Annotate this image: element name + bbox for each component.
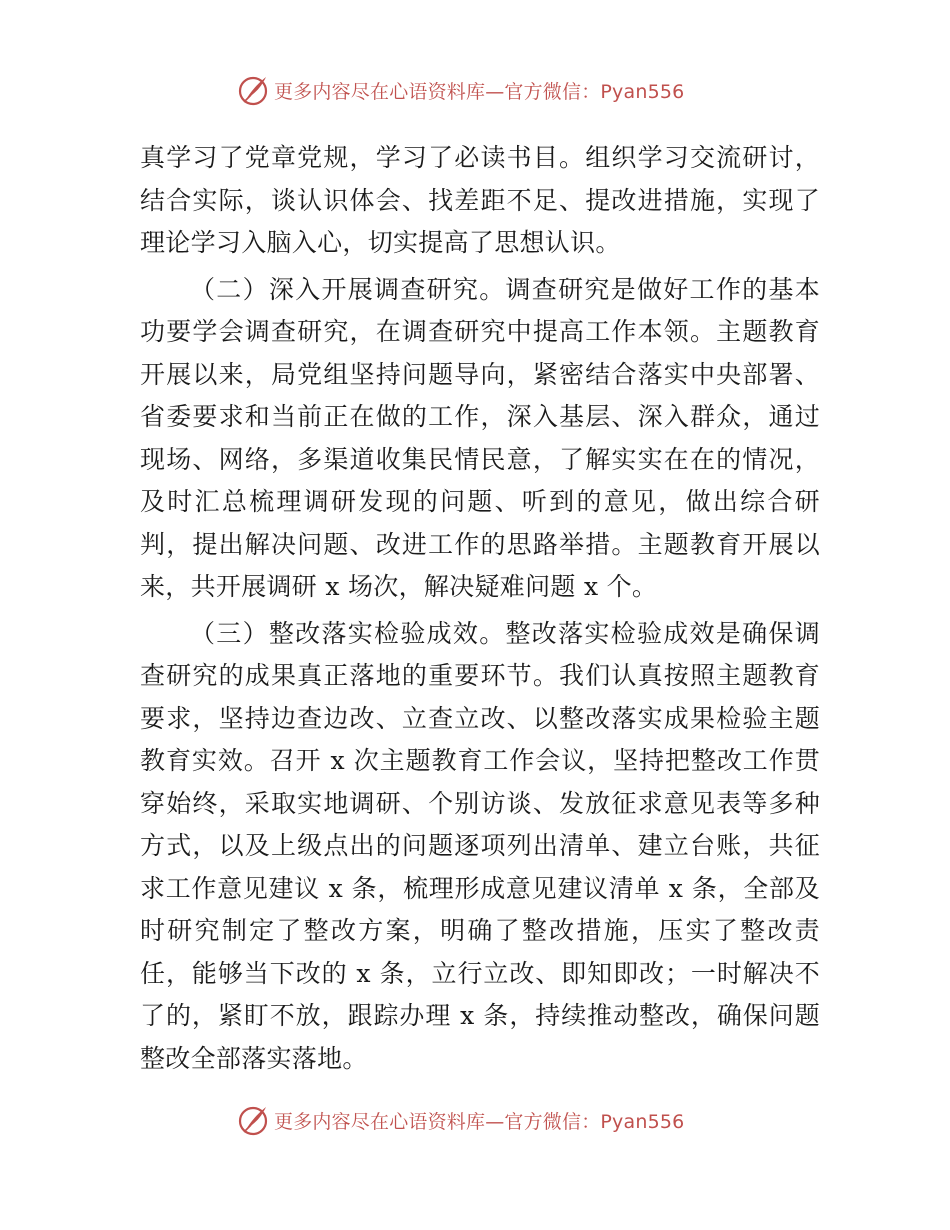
- feather-logo-icon: [236, 73, 270, 107]
- feather-logo-icon: [236, 1103, 270, 1137]
- paragraph-1: 真学习了党章党规，学习了必读书目。组织学习交流研讨，结合实际，谈认识体会、找差距不足、提改进措施，实现了理论学习入脑入心，切实提高了思想认识。: [140, 143, 820, 257]
- watermark-text: 更多内容尽在心语资料库—官方微信：Pyan556: [274, 80, 685, 103]
- footer-watermark: [236, 1102, 756, 1138]
- paragraph-3: （三）整改落实检验成效。整改落实检验成效是确保调查研究的成果真正落地的重要环节。我们认真按照主题教育要求，坚持边查边改、立查立改、以整改落实成果检验主题教育实效。召开 x 次主题教育工作会议，坚持把整改工作贯穿始终，采取实地调研、个别访谈、发放征求意见表等多种方式，以及上级点出的问题逐项列出清单、建立台账，共征求工作意见建议 x 条，梳理形成意见建议清单 x 条，全部及时研究制定了整改方案，明确了整改措施，压实了整改责任，能够当下改的 x 条，立行立改、即知即改；一时解决不了的，紧盯不放，跟踪办理 x 条，持续推动整改，确保问题整改全部落实落地。: [140, 618, 820, 1073]
- watermark-text: 更多内容尽在心语资料库—官方微信：Pyan556: [274, 1110, 685, 1133]
- paragraph-2: （二）深入开展调查研究。调查研究是做好工作的基本功要学会调查研究，在调查研究中提高工作本领。主题教育开展以来，局党组坚持问题导向，紧密结合落实中央部署、省委要求和当前正在做的工作，深入基层、深入群众，通过现场、网络，多渠道收集民情民意，了解实实在在的情况，及时汇总梳理调研发现的问题、听到的意见，做出综合研判，提出解决问题、改进工作的思路举措。主题教育开展以来，共开展调研 x 场次，解决疑难问题 x 个。: [140, 274, 820, 601]
- document-body: [140, 137, 820, 1080]
- header-watermark: [236, 72, 756, 108]
